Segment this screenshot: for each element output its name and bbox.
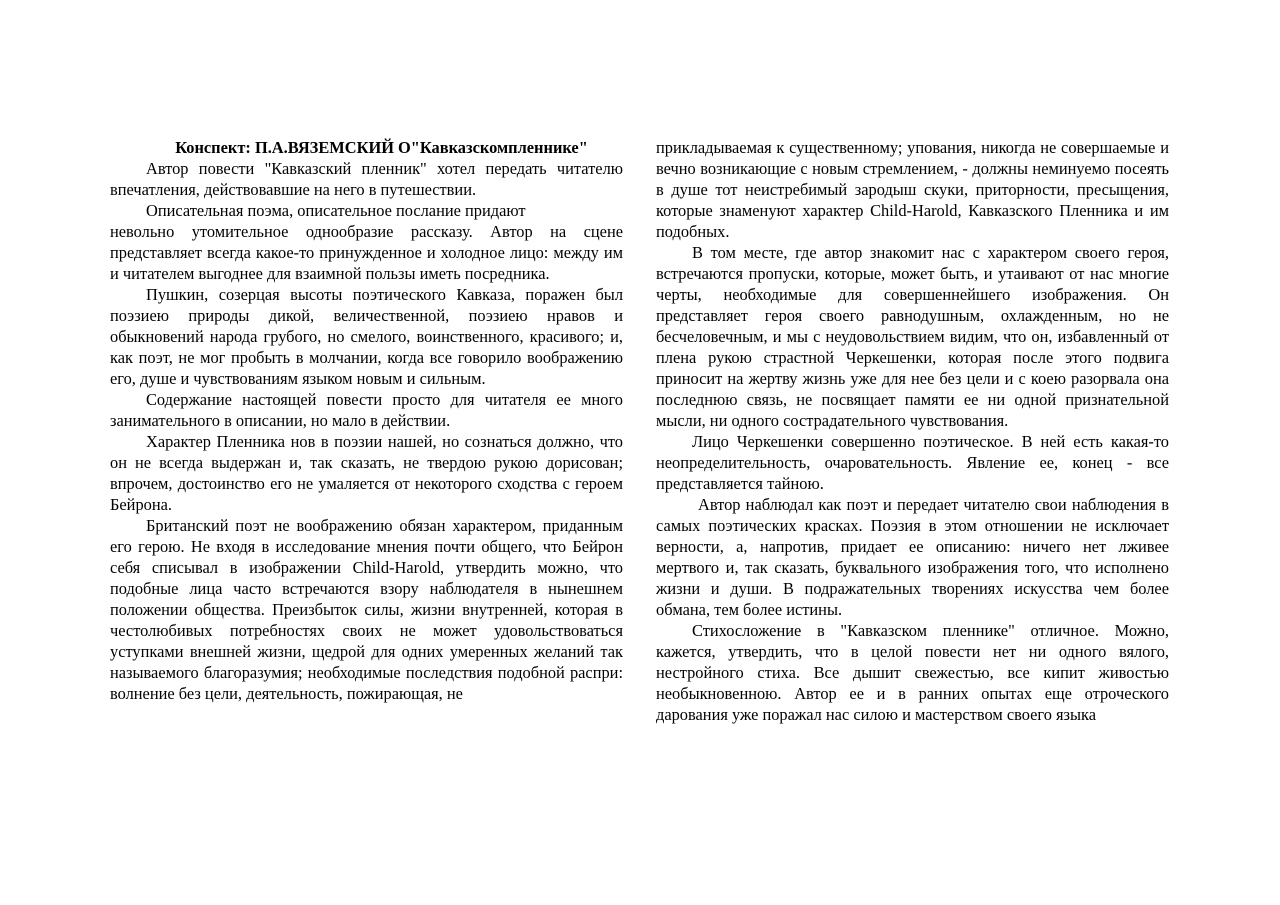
left-column [110, 137, 623, 704]
paragraph: В том месте, где автор знакомит нас с характером своего героя, встречаются пропуски, которые, может быть, и утаивают от нас многие черты, необходимые для совершеннейшего изображения. Он представляет героя своего равнодушным, охлажденным, но не бесчеловечным, и мы с неудовольствием видим, что он, избавленный от плена рукою страстной Черкешенки, которая после этого подвига приносит на жертву жизнь уже для нее без цели и с коею разорвала она последнюю связь, не посвящает памяти ее ни одной признательной мысли, ни одного сострадательного чувствования. [656, 243, 1169, 430]
paragraph: прикладываемая к существенному; упования, никогда не совершаемые и вечно возникающие с новым стремлением, - должны неминуемо посеять в душе тот неистребимый зародыш скуки, приторности, пресыщения, которые знаменуют характер Child-Harold, Кавказского Пленника и им подобных. [656, 138, 1169, 241]
right-column [656, 137, 1169, 725]
paragraph: Содержание настоящей повести просто для читателя ее много занимательного в описании, но мало в действии. [110, 390, 623, 430]
paragraph: Описательная поэма, описательное послание придают [146, 201, 526, 220]
paragraph: Автор повести "Кавказский пленник" хотел передать читателю впечатления, действовавшие на него в путешествии. [110, 159, 623, 199]
paragraph: Автор наблюдал как поэт и передает читателю свои наблюдения в самых поэтических красках. Поэзия в этом отношении не исключает верности, а, напротив, придает ее описанию: ничего нет лживее мертвого и, так сказать, буквального изображения того, что исполнено жизни и души. В подражательных творениях искусства чем более обмана, тем более истины. [656, 495, 1169, 619]
paragraph: невольно утомительное однообразие рассказу. Автор на сцене представляет всегда какое-то принужденное и холодное лицо: между им и читателем выгоднее для взаимной пользы иметь посредника. [110, 222, 623, 283]
document-title: Конспект: П.А.ВЯЗЕМСКИЙ О"Кавказскомпленнике" [175, 138, 588, 157]
paragraph: Стихосложение в "Кавказском пленнике" отличное. Можно, кажется, утвердить, что в целой повести нет ни одного вялого, нестройного стиха. Все дышит свежестью, все кипит живостью необыкновенною. Автор ее и в ранних опытах еще отроческого дарования уже поражал нас силою и мастерством своего языка [656, 621, 1169, 724]
paragraph: Британский поэт не воображению обязан характером, приданным его герою. Не входя в исследование мнения почти общего, что Бейрон себя списывал в изображении Child-Harold, утвердить можно, что подобные лица часто встречаются взору наблюдателя в нынешнем положении общества. Преизбыток силы, жизни внутренней, которая в честолюбивых потребностях своих не может удовольствоваться уступками внешней жизни, щедрой для одних умеренных желаний так называемого благоразумия; необходимые последствия подобной распри: волнение без цели, деятельность, пожирающая, не [110, 516, 623, 703]
paragraph: Лицо Черкешенки совершенно поэтическое. В ней есть какая-то неопределительность, очаровательность. Явление ее, конец - все представляется тайною. [656, 432, 1169, 493]
paragraph: Пушкин, созерцая высоты поэтического Кавказа, поражен был поэзиею природы дикой, величественной, поэзиею нравов и обыкновений народа грубого, но смелого, воинственного, красивого; и, как поэт, не мог пробыть в молчании, когда все говорило воображению его, душе и чувствованиям языком новым и сильным. [110, 285, 623, 388]
paragraph: Характер Пленника нов в поэзии нашей, но сознаться должно, что он не всегда выдержан и, так сказать, не твердою рукою дорисован; впрочем, достоинство его не умаляется от некоторого сходства с героем Бейрона. [110, 432, 623, 514]
